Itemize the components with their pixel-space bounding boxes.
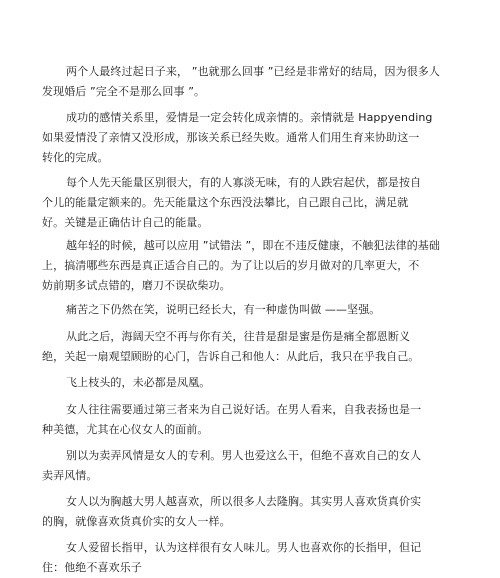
- paragraph-11: [42, 538, 462, 578]
- paragraph-7: [42, 373, 462, 393]
- text-line: 女人爱留长指甲，认为这样很有女人味儿。男人也喜欢你的长指甲，但记: [66, 541, 422, 554]
- paragraph-2: [42, 108, 462, 168]
- text-line: 女人往往需要通过第三者来为自己说好话。在男人看来，自我表扬也是一: [66, 403, 422, 416]
- text-line: 的胸，就像喜欢货真价实的女人一样。: [42, 515, 231, 528]
- text-line: 女人以为胸越大男人越喜欢，所以很多人去隆胸。其实男人喜欢货真价实: [66, 495, 422, 508]
- paragraph-1: [42, 62, 462, 102]
- text-line: 卖弄风情。: [42, 469, 98, 482]
- paragraph-4: [42, 236, 462, 296]
- text-line: 每个人先天能量区别很大，有的人寡淡无味，有的人跌宕起伏，都是按自: [66, 176, 422, 189]
- text-line: 个儿的能量定额来的。先天能量这个东西没法攀比，自己跟自己比，满足就: [42, 196, 409, 209]
- paragraph-9: [42, 446, 462, 486]
- text-line: 住：他绝不喜欢乐子: [42, 561, 142, 574]
- text-line: 两个人最终过起日子来， ”也就那么回事 ”已经是非常好的结局，因为很多人: [66, 65, 440, 78]
- text-line: 转化的完成。: [42, 151, 109, 164]
- paragraph-3: [42, 173, 462, 233]
- paragraph-10: [42, 492, 462, 532]
- text-line: 成功的感情关系里，爱情是一定会转化成亲情的。亲情就是 Happyending: [66, 111, 433, 124]
- text-line: 从此之后，海阔天空不再与你有关，往昔是甜是蜜是伤是痛全都恩断义: [66, 330, 411, 343]
- text-line: 上，搞清哪些东西是真正适合自己的。为了让以后的岁月做对的几率更大，不: [42, 259, 420, 272]
- paragraph-8: [42, 400, 462, 440]
- text-line: 发现婚后 ”完全不是那么回事 ”。: [42, 85, 206, 98]
- paragraph-5: [42, 300, 462, 320]
- text-line: 别以为卖弄风情是女人的专利。男人也爱这么干，但绝不喜欢自己的女人: [66, 449, 422, 462]
- text-line: 好。关键是正确估计自己的能量。: [42, 216, 209, 229]
- text-line: 越年轻的时候，越可以应用 ”试错法 ”，即在不违反健康，不触犯法律的基础: [66, 239, 440, 252]
- text-line: 妨前期多试点错的，磨刀不误砍柴功。: [42, 279, 231, 292]
- text-line: 种美德，尤其在心仪女人的面前。: [42, 423, 209, 436]
- text-line: 绝，关起一扇观望顾盼的心门，告诉自己和他人：从此后，我只在乎我自己。: [42, 350, 420, 363]
- text-line: 飞上枝头的，未必都是凤凰。: [66, 376, 211, 389]
- paragraph-6: [42, 327, 462, 367]
- text-line: 痛苦之下仍然在笑，说明已经长大，有一种虚伪叫做 ——坚强。: [66, 303, 381, 316]
- text-line: 如果爱情没了亲情又没形成，那该关系已经失败。通常人们用生育来协助这一: [42, 131, 420, 144]
